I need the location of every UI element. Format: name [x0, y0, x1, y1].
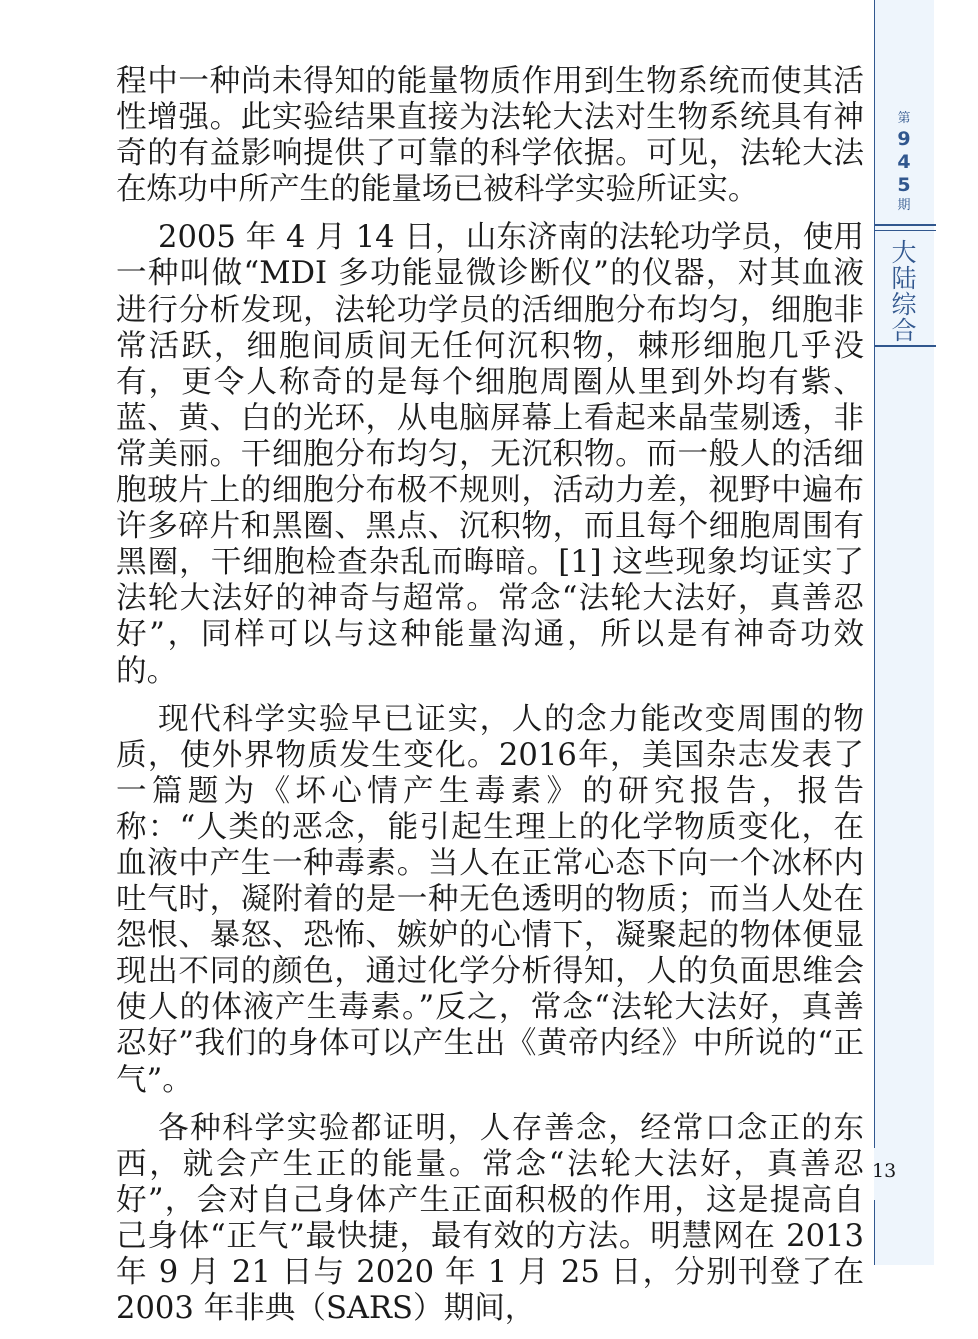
paragraph: 程中一种尚未得知的能量物质作用到生物系统而使其活性增强。此实验结果直接为法轮大法对生物系统具有神奇的有益影响提供了可靠的科学依据。可见，法轮大法在炼功中所产生的能量场已被科学实验所证实。	[116, 64, 864, 208]
paragraph: 现代科学实验早已证实，人的念力能改变周围的物质，使外界物质发生变化。2016年，美国杂志发表了一篇题为《坏心情产生毒素》的研究报告，报告称：“人类的恶念，能引起生理上的化学物质变化，在血液中产生一种毒素。当人在正常心态下向一个冰杯内吐气时，凝附着的是一种无色透明的物质；而当人处在怨恨、暴怒、恐怖、嫉妒的心情下，凝聚起的物体便显现出不同的颜色，通过化学分析得知，人的负面思维会使人的体液产生毒素。”反之，常念“法轮大法好，真善忍好”我们的身体可以产生出《黄帝内经》中所说的“正气”。	[116, 701, 864, 1098]
paragraph: 各种科学实验都证明，人存善念，经常口念正的东西，就会产生正的能量。常念“法轮大法好，真善忍好”，会对自己身体产生正面积极的作用，这是提高自己身体“正气”最快捷，最有效的方法。明慧网在 2013 年 9 月 21 日与 2020 年 1 月 25 日，分别刊登了在 2003 年非典（SARS）期间，	[116, 1110, 864, 1327]
article-body	[116, 64, 864, 1339]
page-number: 13	[872, 1160, 897, 1182]
issue-label	[874, 110, 934, 215]
section-char: 综	[891, 290, 917, 319]
issue-digit: 9	[897, 128, 911, 150]
section-char: 大	[891, 238, 917, 267]
section-char: 合	[891, 316, 917, 345]
sidebar-rule-bottom	[874, 1200, 875, 1265]
section-title	[874, 240, 934, 344]
sidebar-divider	[874, 230, 936, 231]
section-char: 陆	[891, 264, 917, 293]
issue-suffix: 期	[897, 198, 911, 213]
issue-digit: 4	[897, 151, 911, 173]
sidebar-divider	[874, 345, 936, 347]
issue-digit: 5	[897, 174, 911, 196]
issue-prefix: 第	[897, 111, 911, 126]
paragraph: 2005 年 4 月 14 日，山东济南的法轮功学员，使用一种叫做“MDI 多功能显微诊断仪”的仪器，对其血液进行分析发现，法轮功学员的活细胞分布均匀，细胞非常活跃，细胞间质间无任何沉积物，棘形细胞几乎没有，更令人称奇的是每个细胞周圈从里到外均有紫、蓝、黄、白的光环，从电脑屏幕上看起来晶莹剔透，非常美丽。干细胞分布均匀，无沉积物。而一般人的活细胞玻片上的细胞分布极不规则，活动力差，视野中遍布许多碎片和黑圈、黑点、沉积物，而且每个细胞周围有黑圈，干细胞检查杂乱而晦暗。[1] 这些现象均证实了法轮大法好的神奇与超常。常念“法轮大法好，真善忍好”，同样可以与这种能量沟通，所以是有神奇功效的。	[116, 220, 864, 689]
sidebar-divider	[874, 224, 936, 226]
